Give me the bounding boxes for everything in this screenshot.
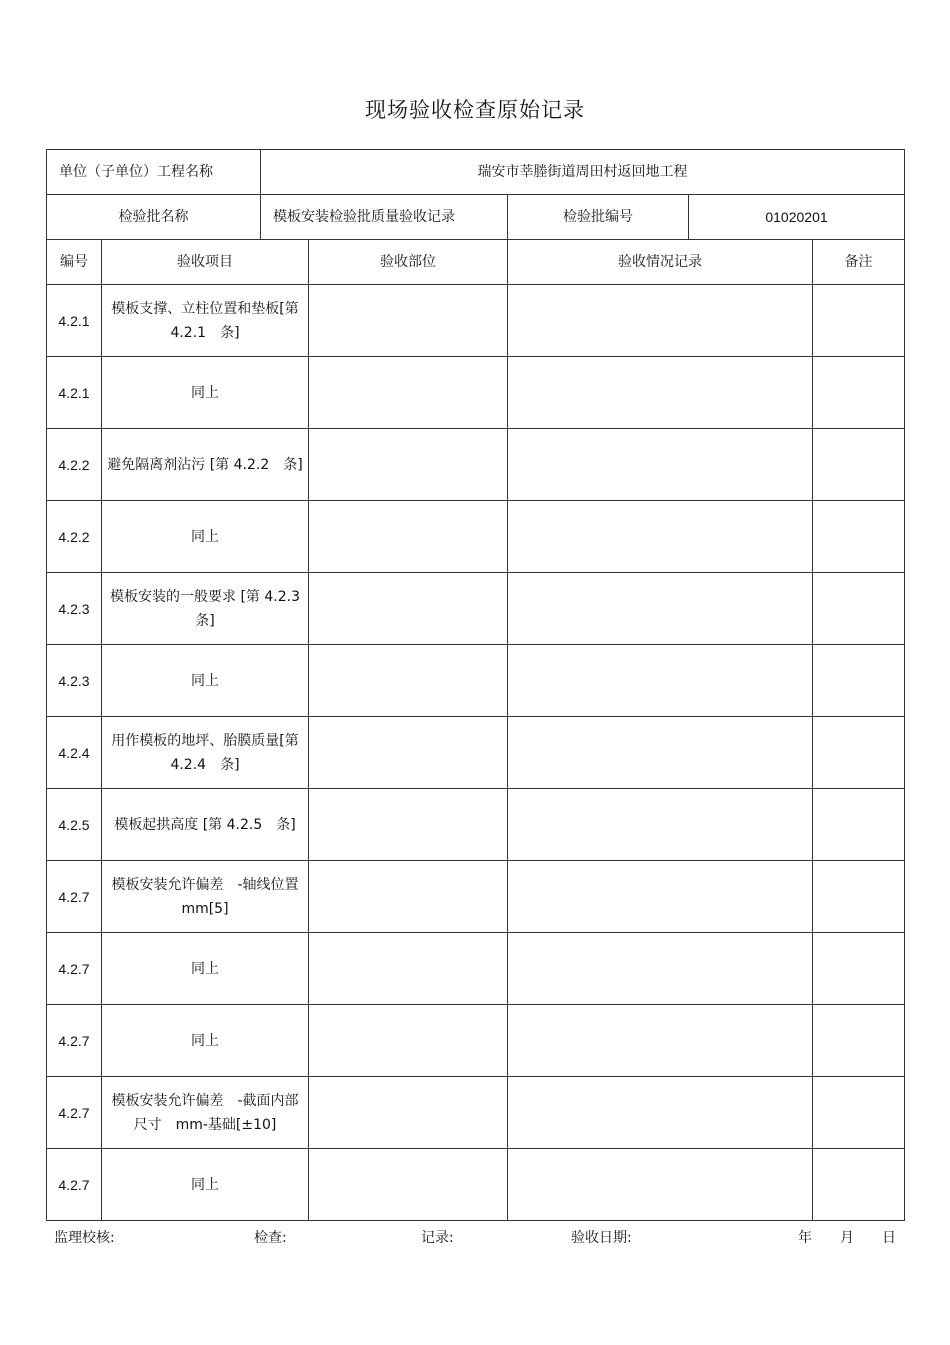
table-row: [47, 1005, 905, 1077]
remark-cell: [813, 1005, 905, 1077]
inspection-location-cell: [309, 645, 508, 717]
page-title: 现场验收检查原始记录: [365, 98, 585, 122]
signature-footer: [46, 1227, 904, 1249]
inspection-item: 同上: [102, 501, 309, 573]
row-number: 4.2.7: [47, 1077, 102, 1149]
inspection-location-cell: [309, 1149, 508, 1221]
column-header-row: [47, 240, 905, 285]
inspection-location-cell: [309, 573, 508, 645]
inspection-record-cell: [508, 861, 813, 933]
month-label: 月: [840, 1230, 854, 1246]
unit-value: 瑞安市莘塍街道周田村返回地工程: [261, 150, 905, 195]
remark-cell: [813, 933, 905, 1005]
row-number: 4.2.1: [47, 285, 102, 357]
table-row: [47, 789, 905, 861]
inspection-location-cell: [309, 933, 508, 1005]
inspection-location-cell: [309, 1077, 508, 1149]
inspection-record-cell: [508, 573, 813, 645]
inspection-item: 同上: [102, 645, 309, 717]
record-label: 记录:: [421, 1230, 454, 1246]
col-header-remark: 备注: [813, 240, 905, 285]
col-header-record: 验收情况记录: [508, 240, 813, 285]
batch-row: [47, 195, 905, 240]
inspection-record-cell: [508, 1077, 813, 1149]
inspection-record-cell: [508, 1005, 813, 1077]
inspection-location-cell: [309, 861, 508, 933]
inspection-item: 同上: [102, 1149, 309, 1221]
table-row: [47, 1077, 905, 1149]
inspection-record-cell: [508, 501, 813, 573]
inspection-location-cell: [309, 501, 508, 573]
row-number: 4.2.7: [47, 1005, 102, 1077]
inspection-location-cell: [309, 357, 508, 429]
inspection-record-cell: [508, 357, 813, 429]
record-rows: [47, 285, 905, 1221]
col-header-item: 验收项目: [102, 240, 309, 285]
inspection-location-cell: [309, 789, 508, 861]
project-name-row: [47, 150, 905, 195]
inspection-record-cell: [508, 285, 813, 357]
record-sheet: [46, 149, 904, 1221]
remark-cell: [813, 357, 905, 429]
remark-cell: [813, 789, 905, 861]
inspection-record-cell: [508, 645, 813, 717]
remark-cell: [813, 573, 905, 645]
inspection-record-cell: [508, 933, 813, 1005]
inspection-record-cell: [508, 1149, 813, 1221]
year-label: 年: [798, 1230, 812, 1246]
inspection-location-cell: [309, 429, 508, 501]
remark-cell: [813, 429, 905, 501]
remark-cell: [813, 1149, 905, 1221]
row-number: 4.2.7: [47, 933, 102, 1005]
table-row: [47, 429, 905, 501]
supervisor-label: 监理校核:: [54, 1230, 115, 1246]
inspection-item: 模板安装允许偏差 -截面内部尺寸 mm-基础[±10]: [102, 1077, 309, 1149]
inspection-item: 模板安装的一般要求 [第 4.2.3 条]: [102, 573, 309, 645]
inspection-item: 同上: [102, 357, 309, 429]
table-row: [47, 357, 905, 429]
inspection-item: 模板支撑、立柱位置和垫板[第 4.2.1 条]: [102, 285, 309, 357]
inspection-location-cell: [309, 1005, 508, 1077]
batch-no-label: 检验批编号: [508, 195, 689, 240]
inspection-record-cell: [508, 717, 813, 789]
table-row: [47, 861, 905, 933]
inspection-location-cell: [309, 717, 508, 789]
row-number: 4.2.3: [47, 573, 102, 645]
inspection-location-cell: [309, 285, 508, 357]
day-label: 日: [882, 1230, 896, 1246]
remark-cell: [813, 501, 905, 573]
remark-cell: [813, 861, 905, 933]
inspection-record-cell: [508, 789, 813, 861]
remark-cell: [813, 645, 905, 717]
inspection-item: 用作模板的地坪、胎膜质量[第 4.2.4 条]: [102, 717, 309, 789]
inspection-item: 同上: [102, 1005, 309, 1077]
row-number: 4.2.1: [47, 357, 102, 429]
inspection-item: 同上: [102, 933, 309, 1005]
row-number: 4.2.2: [47, 429, 102, 501]
inspect-label: 检查:: [254, 1230, 287, 1246]
table-row: [47, 1149, 905, 1221]
col-header-location: 验收部位: [309, 240, 508, 285]
batch-name-label: 检验批名称: [47, 195, 261, 240]
row-number: 4.2.7: [47, 1149, 102, 1221]
unit-label: 单位（子单位）工程名称: [47, 150, 261, 195]
inspection-record-cell: [508, 429, 813, 501]
date-label: 验收日期:: [571, 1230, 632, 1246]
table-row: [47, 285, 905, 357]
inspection-item: 避免隔离剂沾污 [第 4.2.2 条]: [102, 429, 309, 501]
table-row: [47, 645, 905, 717]
row-number: 4.2.3: [47, 645, 102, 717]
table-row: [47, 501, 905, 573]
table-row: [47, 573, 905, 645]
table-row: [47, 717, 905, 789]
row-number: 4.2.4: [47, 717, 102, 789]
remark-cell: [813, 1077, 905, 1149]
row-number: 4.2.5: [47, 789, 102, 861]
batch-no-value: 01020201: [689, 195, 905, 240]
record-table: [46, 149, 905, 1221]
row-number: 4.2.2: [47, 501, 102, 573]
col-header-no: 编号: [47, 240, 102, 285]
table-row: [47, 933, 905, 1005]
row-number: 4.2.7: [47, 861, 102, 933]
remark-cell: [813, 717, 905, 789]
remark-cell: [813, 285, 905, 357]
inspection-item: 模板安装允许偏差 -轴线位置 mm[5]: [102, 861, 309, 933]
batch-name-value: 模板安装检验批质量验收记录: [261, 195, 508, 240]
inspection-item: 模板起拱高度 [第 4.2.5 条]: [102, 789, 309, 861]
